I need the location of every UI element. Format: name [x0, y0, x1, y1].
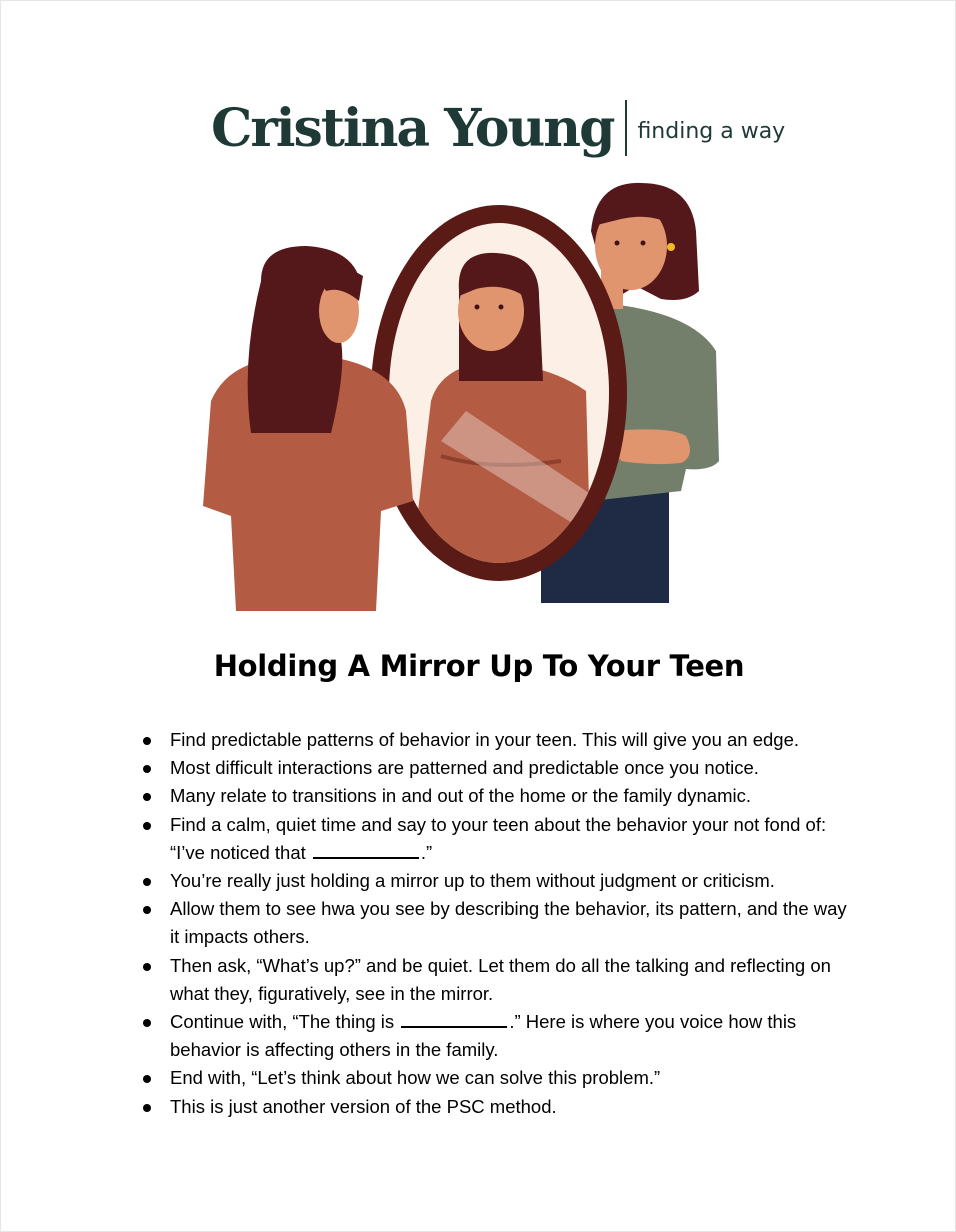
bullet-icon	[143, 1075, 151, 1083]
page-title: Holding A Mirror Up To Your Teen	[213, 649, 745, 683]
list-item: Find a calm, quiet time and say to your teen about the behavior your not fond of: “I’ve noticed that .”	[141, 811, 861, 867]
brand-logo	[211, 93, 785, 163]
woman-mirror-illustration	[191, 171, 731, 621]
bullet-icon	[143, 822, 151, 830]
list-item: Allow them to see hwa you see by describing the behavior, its pattern, and the way it impacts others.	[141, 895, 861, 951]
list-item: You’re really just holding a mirror up to them without judgment or criticism.	[141, 867, 861, 895]
logo-divider	[625, 100, 627, 156]
logo-tagline: finding a way	[637, 118, 786, 144]
list-item: Find predictable patterns of behavior in your teen. This will give you an edge.	[141, 726, 861, 754]
bullet-icon	[143, 906, 151, 914]
bullet-icon	[143, 737, 151, 745]
list-item: End with, “Let’s think about how we can solve this problem.”	[141, 1064, 861, 1092]
bullet-list	[141, 726, 861, 1121]
mirror	[371, 205, 627, 581]
list-item: Then ask, “What’s up?” and be quiet. Let them do all the talking and reflecting on what they, figuratively, see in the mirror.	[141, 952, 861, 1008]
bullet-icon	[143, 1019, 151, 1027]
fill-in-blank	[313, 845, 419, 859]
list-item: Many relate to transitions in and out of the home or the family dynamic.	[141, 782, 861, 810]
list-item: This is just another version of the PSC method.	[141, 1093, 861, 1121]
bullet-icon	[143, 1104, 151, 1112]
bullet-icon	[143, 963, 151, 971]
logo-name: Cristina Young	[211, 97, 614, 159]
list-item: Most difficult interactions are patterned and predictable once you notice.	[141, 754, 861, 782]
bullet-icon	[143, 878, 151, 886]
fill-in-blank	[401, 1014, 507, 1028]
teen-back-view	[203, 246, 413, 611]
bullet-icon	[143, 765, 151, 773]
list-item: Continue with, “The thing is .” Here is where you voice how this behavior is affecting others in the family.	[141, 1008, 861, 1064]
bullet-icon	[143, 793, 151, 801]
